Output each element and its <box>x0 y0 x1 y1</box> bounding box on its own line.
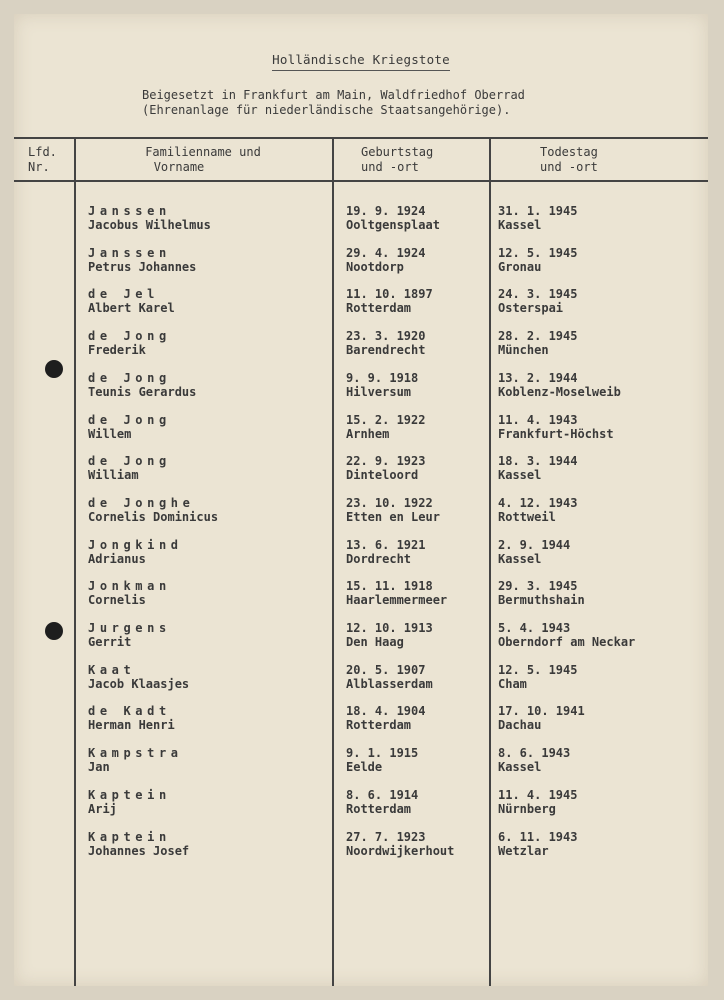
entry-firstname: Petrus Johannes <box>88 259 197 274</box>
entry-birth-place: Rotterdam <box>346 801 412 816</box>
entry-firstname: Jacobus Wilhelmus <box>88 218 211 232</box>
entry-death-date: 8. 6. 1943 <box>498 746 571 761</box>
entry-surname: de Jel <box>88 287 159 302</box>
entry-death-place: Gronau <box>498 259 542 274</box>
entry-death-date: 5. 4. 1943 <box>498 621 571 635</box>
header-birth: Geburtstag und -ort <box>361 145 434 174</box>
entry-death-place: Kassel <box>498 760 542 775</box>
entry-surname: de Jong <box>88 370 171 385</box>
list-item <box>14 579 708 621</box>
entry-birth-place: Alblasserdam <box>346 676 433 691</box>
list-item <box>14 746 708 788</box>
entry-death-place: Kassel <box>498 551 542 566</box>
entry-birth-date: 12. 10. 1913 <box>346 621 433 635</box>
list-item <box>14 663 708 705</box>
table-top-rule <box>14 137 708 139</box>
entry-birth-date: 23. 3. 1920 <box>346 329 426 344</box>
entry-death-place: Frankfurt-Höchst <box>498 426 614 441</box>
entry-surname: Kaptein <box>88 787 171 802</box>
entry-birth-date: 18. 4. 1904 <box>346 704 426 719</box>
entry-birth-date: 9. 1. 1915 <box>346 746 419 761</box>
entry-birth-place: Arnhem <box>346 426 390 441</box>
subtitle-line-2: (Ehrenanlage für niederländische Staatsangehörige). <box>142 103 511 117</box>
list-item <box>14 830 708 872</box>
entry-surname: Janssen <box>88 204 171 218</box>
entry-firstname: Gerrit <box>88 635 132 649</box>
entry-death-date: 24. 3. 1945 <box>498 287 578 302</box>
entry-death-date: 18. 3. 1944 <box>498 454 578 469</box>
entry-death-date: 4. 12. 1943 <box>498 495 578 510</box>
entry-firstname: Cornelis Dominicus <box>88 509 219 524</box>
entry-birth-place: Rotterdam <box>346 301 412 316</box>
entry-surname: de Jong <box>88 454 171 469</box>
entry-birth-place: Dinteloord <box>346 468 419 483</box>
entry-death-date: 28. 2. 1945 <box>498 329 578 344</box>
entry-birth-date: 27. 7. 1923 <box>346 829 426 844</box>
entry-birth-place: Rotterdam <box>346 718 412 733</box>
entry-surname: Kampstra <box>88 746 183 761</box>
entry-birth-date: 19. 9. 1924 <box>346 204 426 218</box>
entry-surname: de Jong <box>88 412 171 427</box>
entry-birth-date: 15. 2. 1922 <box>346 412 426 427</box>
entry-firstname: Johannes Josef <box>88 843 190 858</box>
entry-birth-place: Haarlemmermeer <box>346 593 448 608</box>
entry-birth-place: Noordwijkerhout <box>346 843 455 858</box>
entry-surname: Jongkind <box>88 537 183 552</box>
entry-birth-date: 23. 10. 1922 <box>346 495 433 510</box>
list-item <box>14 621 708 663</box>
entry-death-place: Rottweil <box>498 509 556 524</box>
entry-firstname: Jan <box>88 760 110 775</box>
entry-birth-place: Dordrecht <box>346 551 412 566</box>
entry-birth-date: 20. 5. 1907 <box>346 662 426 677</box>
entry-firstname: Willem <box>88 426 132 441</box>
header-nr: Lfd. Nr. <box>28 145 57 174</box>
entry-birth-place: Ooltgensplaat <box>346 218 440 232</box>
entry-firstname: William <box>88 468 139 483</box>
subtitle-line-1: Beigesetzt in Frankfurt am Main, Waldfriedhof Oberrad <box>142 88 525 102</box>
entry-firstname: Teunis Gerardus <box>88 384 197 399</box>
entry-firstname: Jacob Klaasjes <box>88 676 190 691</box>
entry-birth-place: Nootdorp <box>346 259 404 274</box>
document-title: Holländische Kriegstote <box>14 52 708 67</box>
entry-death-place: Kassel <box>498 218 542 232</box>
entry-surname: Jurgens <box>88 621 171 635</box>
entry-death-place: Wetzlar <box>498 843 549 858</box>
entry-death-place: München <box>498 343 549 358</box>
list-item <box>14 287 708 329</box>
entry-birth-place: Den Haag <box>346 635 404 649</box>
entry-birth-place: Hilversum <box>346 384 412 399</box>
list-item <box>14 371 708 413</box>
entry-death-date: 11. 4. 1945 <box>498 787 578 802</box>
entry-birth-date: 15. 11. 1918 <box>346 579 433 594</box>
entry-death-date: 2. 9. 1944 <box>498 537 571 552</box>
list-item <box>14 246 708 288</box>
entry-firstname: Adrianus <box>88 551 146 566</box>
entry-death-place: Osterspai <box>498 301 564 316</box>
list-item <box>14 329 708 371</box>
header-death: Todestag und -ort <box>540 145 598 174</box>
entry-surname: de Jonghe <box>88 495 195 510</box>
entry-firstname: Albert Karel <box>88 301 175 316</box>
list-item <box>14 413 708 455</box>
list-item <box>14 704 708 746</box>
entry-death-date: 31. 1. 1945 <box>498 204 578 218</box>
entry-firstname: Herman Henri <box>88 718 175 733</box>
entry-birth-place: Eelde <box>346 760 383 775</box>
entry-birth-date: 22. 9. 1923 <box>346 454 426 469</box>
header-name: Familienname und Vorname <box>145 145 261 174</box>
list-item <box>14 788 708 830</box>
list-item <box>14 538 708 580</box>
entry-birth-date: 29. 4. 1924 <box>346 245 426 260</box>
entry-death-date: 12. 5. 1945 <box>498 662 578 677</box>
entry-birth-date: 11. 10. 1897 <box>346 287 433 302</box>
entry-death-place: Cham <box>498 676 527 691</box>
entry-surname: de Kadt <box>88 704 171 719</box>
entry-birth-place: Etten en Leur <box>346 509 440 524</box>
entry-surname: Janssen <box>88 245 171 260</box>
entry-death-date: 29. 3. 1945 <box>498 579 578 594</box>
entry-death-date: 17. 10. 1941 <box>498 704 585 719</box>
entry-death-date: 6. 11. 1943 <box>498 829 578 844</box>
entry-death-place: Dachau <box>498 718 542 733</box>
table-header-rule <box>14 180 708 182</box>
document-subtitle <box>142 88 662 118</box>
entry-surname: de Jong <box>88 329 171 344</box>
entry-death-place: Bermuthshain <box>498 593 585 608</box>
entry-birth-date: 8. 6. 1914 <box>346 787 419 802</box>
list-item <box>14 204 708 246</box>
entry-firstname: Frederik <box>88 343 146 358</box>
document-page <box>14 14 708 986</box>
entry-death-place: Koblenz-Moselweib <box>498 384 621 399</box>
entry-death-date: 12. 5. 1945 <box>498 245 578 260</box>
entry-death-place: Oberndorf am Neckar <box>498 635 636 649</box>
entry-surname: Jonkman <box>88 579 171 594</box>
entry-firstname: Cornelis <box>88 593 146 608</box>
entry-birth-date: 9. 9. 1918 <box>346 370 419 385</box>
entry-birth-place: Barendrecht <box>346 343 426 358</box>
entry-firstname: Arij <box>88 801 117 816</box>
entry-death-date: 13. 2. 1944 <box>498 370 578 385</box>
entry-birth-date: 13. 6. 1921 <box>346 537 426 552</box>
entry-death-place: Nürnberg <box>498 801 556 816</box>
list-item <box>14 454 708 496</box>
list-item <box>14 496 708 538</box>
entry-surname: Kaat <box>88 662 136 677</box>
entry-death-place: Kassel <box>498 468 542 483</box>
entry-surname: Kaptein <box>88 829 171 844</box>
entry-death-date: 11. 4. 1943 <box>498 412 578 427</box>
